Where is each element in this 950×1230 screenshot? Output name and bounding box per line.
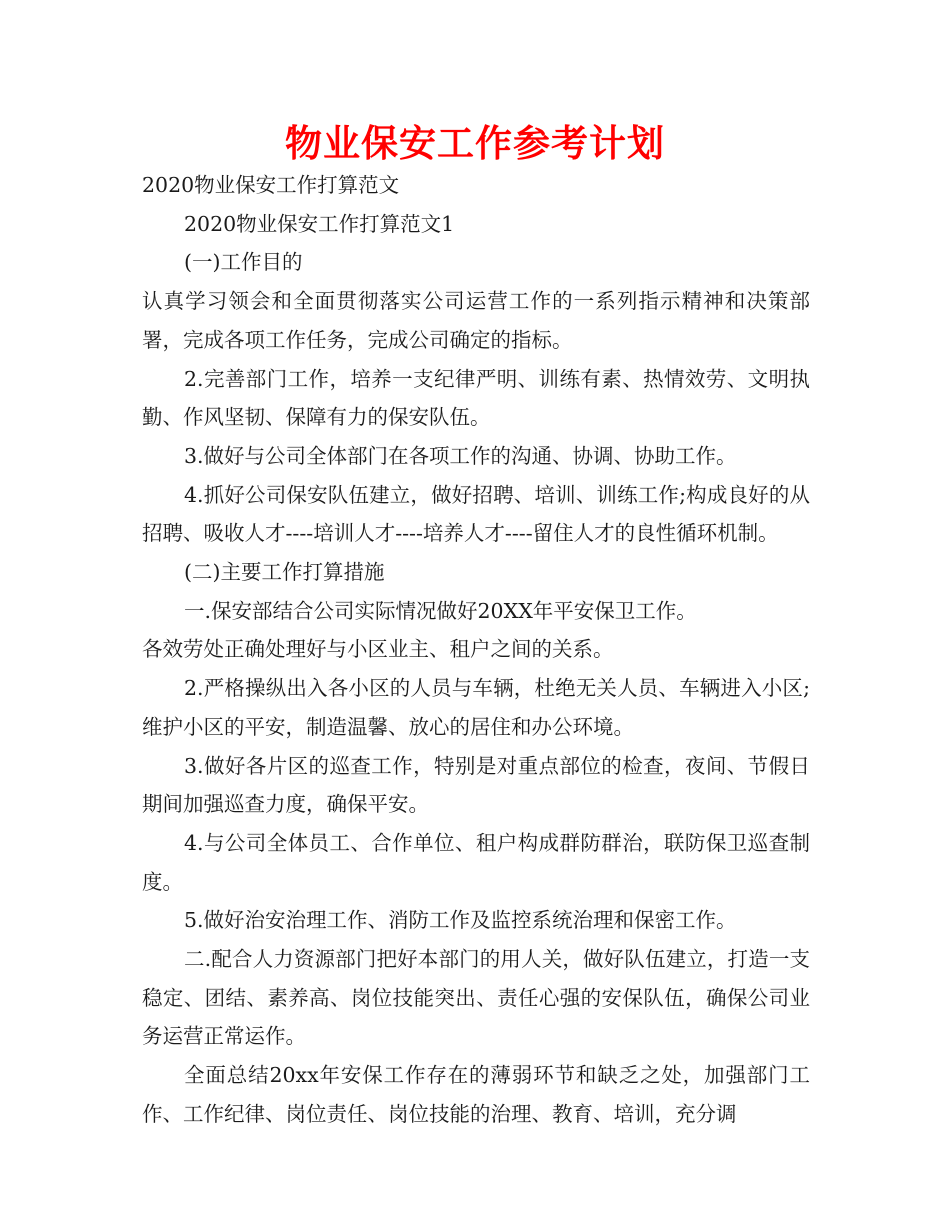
paragraph: 2.严格操纵出入各小区的人员与车辆，杜绝无关人员、车辆进入小区;维护小区的平安，制造温馨、放心的居住和办公环境。 bbox=[142, 676, 810, 739]
paragraph: 2.完善部门工作，培养一支纪律严明、训练有素、热情效劳、文明执勤、作风坚韧、保障有力的保安队伍。 bbox=[142, 366, 810, 430]
document-body bbox=[142, 166, 810, 1134]
paragraph: 5.做好治安治理工作、消防工作及监控系统治理和保密工作。 bbox=[184, 908, 737, 933]
paragraph: 2020物业保安工作打算范文 bbox=[142, 173, 400, 197]
paragraph: 2020物业保安工作打算范文1 bbox=[184, 211, 455, 236]
paragraph: 全面总结20xx年安保工作存在的薄弱环节和缺乏之处，加强部门工作、工作纪律、岗位责任、岗位技能的治理、教育、培训，充分调 bbox=[142, 1063, 810, 1126]
paragraph: 各效劳处正确处理好与小区业主、租户之间的关系。 bbox=[142, 637, 614, 662]
paragraph: 3.做好各片区的巡查工作，特别是对重点部位的检查，夜间、节假日期间加强巡查力度，确保平安。 bbox=[142, 753, 810, 817]
paragraph: 认真学习领会和全面贯彻落实公司运营工作的一系列指示精神和决策部署，完成各项工作任务，完成公司确定的指标。 bbox=[142, 289, 810, 352]
document-title: 物业保安工作参考计划 bbox=[285, 122, 665, 165]
paragraph: (一)工作目的 bbox=[184, 250, 303, 275]
paragraph: 4.与公司全体员工、合作单位、租户构成群防群治，联防保卫巡查制度。 bbox=[142, 830, 810, 894]
paragraph: 4.抓好公司保安队伍建立，做好招聘、培训、训练工作;构成良好的从招聘、吸收人才----培训人才----培养人才----留住人才的良性循环机制。 bbox=[142, 482, 810, 546]
paragraph: 3.做好与公司全体部门在各项工作的沟通、协调、协助工作。 bbox=[184, 443, 737, 468]
paragraph: (二)主要工作打算措施 bbox=[184, 560, 385, 585]
paragraph: 二.配合人力资源部门把好本部门的用人关，做好队伍建立，打造一支稳定、团结、素养高、岗位技能突出、责任心强的安保队伍，确保公司业务运营正常运作。 bbox=[142, 947, 810, 1049]
paragraph: 一.保安部结合公司实际情况做好20XX年平安保卫工作。 bbox=[184, 598, 697, 623]
